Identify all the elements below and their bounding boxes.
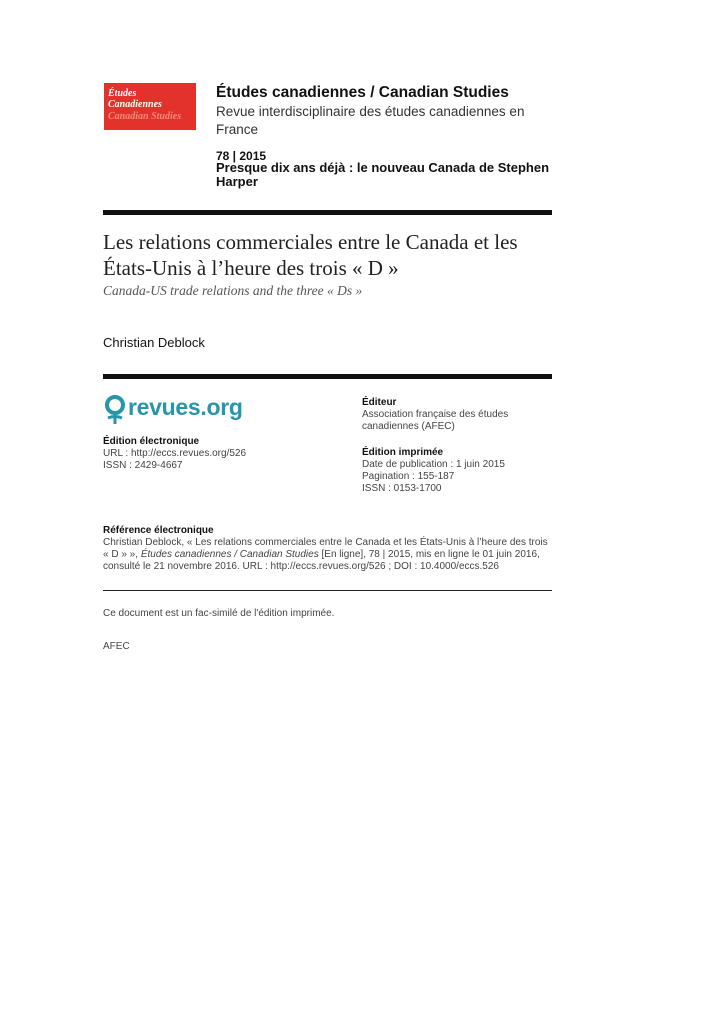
reference-text	[103, 537, 553, 573]
reference-part1: Christian Deblock, « Les relations commerciales entre le Canada et les États-Unis à l’heure des trois « D » »,	[103, 537, 548, 560]
logo-line-1: Études	[108, 88, 137, 99]
top-rule	[103, 210, 552, 215]
logo-line-3: Canadian Studies	[108, 111, 182, 122]
edition-imprimee-date: Date de publication : 1 juin 2015	[362, 459, 505, 470]
edition-imprimee-heading: Édition imprimée	[362, 447, 444, 458]
journal-subtitle: Revue interdisciplinaire des études canadiennes en France	[216, 104, 525, 137]
article-subtitle: Canada-US trade relations and the three « Ds »	[103, 283, 363, 298]
editeur-name: Association française des études canadiennes (AFEC)	[362, 409, 509, 432]
reference-journal: Études canadiennes / Canadian Studies	[140, 549, 319, 560]
facsimile-note: Ce document est un fac-similé de l'édition imprimée.	[103, 608, 335, 619]
edition-electronique-heading: Édition électronique	[103, 436, 200, 447]
edition-electronique-issn: ISSN : 2429-4667	[103, 460, 183, 471]
middle-rule	[103, 374, 552, 379]
logo-line-2: Canadiennes	[108, 99, 162, 110]
edition-imprimee	[362, 447, 552, 495]
editeur	[362, 397, 552, 433]
reference-electronique	[103, 525, 553, 573]
issue-number: 78 | 2015	[216, 149, 267, 163]
reference-part2: [En ligne], 78 | 2015, mis en ligne le 01 juin 2016, consulté le 21 novembre 2016. URL : http://eccs.revues.org/526 ; DOI : 10.4000/eccs.526	[103, 549, 540, 572]
edition-imprimee-pagination: Pagination : 155-187	[362, 471, 455, 482]
bottom-rule	[103, 590, 552, 591]
edition-imprimee-issn: ISSN : 0153-1700	[362, 483, 442, 494]
edition-electronique-url[interactable]: URL : http://eccs.revues.org/526	[103, 448, 247, 459]
journal-title[interactable]: Études canadiennes / Canadian Studies	[216, 84, 509, 101]
reference-heading: Référence électronique	[103, 525, 214, 536]
revues-logo[interactable]: revues.org	[128, 394, 243, 420]
article-author: Christian Deblock	[103, 335, 205, 350]
issue-title: Presque dix ans déjà : le nouveau Canada de Stephen Harper	[216, 160, 550, 189]
journal-logo	[104, 83, 196, 130]
revues-icon[interactable]	[104, 395, 128, 425]
edition-electronique	[103, 436, 333, 472]
editeur-heading: Éditeur	[362, 397, 397, 408]
article-title: Les relations commerciales entre le Canada et les États-Unis à l’heure des trois « D »	[103, 230, 518, 280]
copyright: AFEC	[103, 641, 130, 652]
